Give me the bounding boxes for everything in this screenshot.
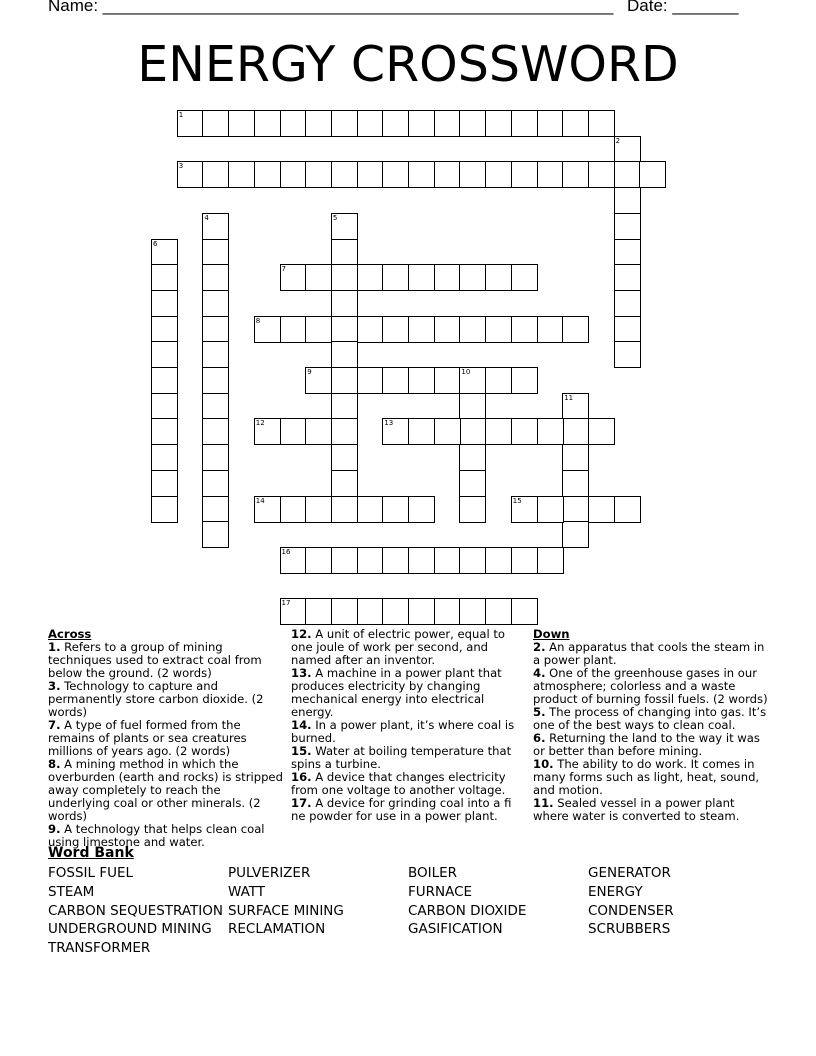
- word-bank-item: RECLAMATION: [228, 921, 326, 938]
- clue-number: 9.: [48, 822, 61, 836]
- grid-cell[interactable]: [254, 418, 281, 445]
- grid-cell[interactable]: [614, 136, 641, 163]
- grid-cell[interactable]: [408, 264, 435, 291]
- grid-cell[interactable]: [331, 110, 358, 137]
- grid-cell[interactable]: [202, 444, 229, 471]
- word-bank-item: UNDERGROUND MINING: [48, 921, 212, 938]
- grid-cell[interactable]: [485, 367, 512, 394]
- grid-cell[interactable]: [485, 418, 512, 445]
- grid-cell[interactable]: [254, 161, 281, 188]
- clue-text: A device for grinding coal into a fi ne powder for use in a power plant.: [291, 796, 512, 823]
- grid-cell[interactable]: [562, 110, 589, 137]
- word-bank: [48, 864, 768, 958]
- word-bank-item: GENERATOR: [588, 865, 671, 881]
- word-bank-item: STEAM: [48, 883, 95, 900]
- grid-cell[interactable]: [434, 316, 461, 343]
- grid-cell[interactable]: [254, 110, 281, 137]
- down-clue: [533, 732, 769, 758]
- clue-number: 16: [281, 547, 291, 556]
- grid-cell[interactable]: [614, 290, 641, 317]
- grid-cell[interactable]: [511, 547, 538, 574]
- across-clues-column-1: [48, 628, 284, 849]
- word-bank-item: CONDENSER: [588, 902, 674, 919]
- grid-cell[interactable]: [511, 264, 538, 291]
- grid-cell[interactable]: [202, 110, 229, 137]
- clue-number: 14.: [291, 718, 312, 732]
- grid-cell[interactable]: [202, 367, 229, 394]
- across-clue: [48, 641, 284, 680]
- grid-cell[interactable]: [280, 598, 307, 625]
- down-clue: [533, 667, 769, 706]
- clue-text: A mining method in which the overburden (earth and rocks) is stripped away completely to reach the underlying coal or other minerals. (2 words): [48, 757, 283, 823]
- clue-number: 1: [178, 111, 184, 119]
- grid-cell[interactable]: [459, 110, 486, 137]
- clue-text: An apparatus that cools the steam in a power plant.: [533, 640, 765, 667]
- word-bank-item: PULVERIZER: [228, 865, 311, 881]
- clue-number: 1.: [48, 640, 61, 654]
- grid-cell[interactable]: [331, 264, 358, 291]
- grid-cell[interactable]: [459, 496, 486, 523]
- clue-number: 4: [204, 213, 209, 222]
- down-clue: [533, 758, 769, 797]
- clue-number: 8: [255, 316, 261, 325]
- grid-cell[interactable]: [331, 547, 358, 574]
- grid-cell[interactable]: [459, 264, 486, 291]
- grid-cell[interactable]: [305, 367, 332, 394]
- grid-cell[interactable]: [562, 444, 589, 471]
- grid-cell[interactable]: [151, 290, 178, 317]
- clue-number: 9: [307, 368, 312, 376]
- grid-cell[interactable]: [357, 547, 384, 574]
- grid-cell[interactable]: [357, 110, 384, 137]
- grid-cell[interactable]: [228, 110, 255, 137]
- grid-cell[interactable]: [280, 161, 307, 188]
- grid-cell[interactable]: [382, 161, 409, 188]
- grid-cell[interactable]: [408, 418, 435, 445]
- grid-cell[interactable]: [408, 110, 435, 137]
- grid-cell[interactable]: [305, 418, 332, 445]
- grid-cell[interactable]: [382, 418, 409, 445]
- date-label: Date: _______: [627, 0, 739, 15]
- clue-number: 10.: [533, 757, 554, 771]
- grid-cell[interactable]: [511, 316, 538, 343]
- clue-number: 15.: [291, 744, 312, 758]
- grid-cell[interactable]: [202, 418, 229, 445]
- clue-number: 4.: [533, 666, 546, 680]
- clue-number: 13: [384, 419, 394, 428]
- grid-cell[interactable]: [614, 213, 641, 240]
- grid-cell[interactable]: [331, 367, 358, 394]
- grid-cell[interactable]: [562, 316, 589, 343]
- grid-cell[interactable]: [151, 418, 178, 445]
- grid-cell[interactable]: [511, 110, 538, 137]
- grid-cell[interactable]: [228, 161, 255, 188]
- grid-cell[interactable]: [177, 161, 204, 188]
- clue-number: 11.: [533, 796, 554, 810]
- grid-cell[interactable]: [562, 496, 589, 523]
- grid-cell[interactable]: [434, 598, 461, 625]
- down-clue: [533, 641, 769, 667]
- grid-cell[interactable]: [639, 161, 666, 188]
- grid-cell[interactable]: [459, 547, 486, 574]
- grid-cell[interactable]: [459, 393, 486, 420]
- word-bank-item: SCRUBBERS: [588, 921, 671, 938]
- grid-cell[interactable]: [459, 161, 486, 188]
- grid-cell[interactable]: [331, 341, 358, 368]
- clue-number: 11: [564, 393, 574, 402]
- down-clue: [533, 797, 769, 823]
- grid-cell[interactable]: [434, 264, 461, 291]
- clue-number: 2: [615, 136, 621, 145]
- clue-text: A technology that helps clean coal using limestone and water.: [48, 822, 265, 849]
- grid-cell[interactable]: [331, 470, 358, 497]
- grid-cell[interactable]: [254, 316, 281, 343]
- page-title: ENERGY CROSSWORD: [137, 36, 679, 93]
- grid-cell[interactable]: [151, 393, 178, 420]
- clue-number: 12.: [291, 627, 312, 641]
- grid-cell[interactable]: [151, 316, 178, 343]
- across-heading: Across: [48, 627, 92, 641]
- grid-cell[interactable]: [434, 547, 461, 574]
- grid-cell[interactable]: [331, 290, 358, 317]
- grid-cell[interactable]: [202, 496, 229, 523]
- grid-cell[interactable]: [588, 496, 615, 523]
- grid-cell[interactable]: [434, 161, 461, 188]
- grid-cell[interactable]: [485, 547, 512, 574]
- clue-text: Water at boiling temperature that spins a turbine.: [291, 744, 512, 771]
- clue-number: 8.: [48, 757, 61, 771]
- grid-cell[interactable]: [614, 316, 641, 343]
- grid-cell[interactable]: [562, 521, 589, 548]
- grid-cell[interactable]: [280, 547, 307, 574]
- grid-cell[interactable]: [280, 316, 307, 343]
- grid-cell[interactable]: [305, 547, 332, 574]
- grid-cell[interactable]: [408, 316, 435, 343]
- clue-number: 5.: [533, 705, 546, 719]
- grid-cell[interactable]: [459, 470, 486, 497]
- clue-number: 6: [153, 239, 158, 248]
- down-clues-column: [533, 628, 769, 823]
- grid-cell[interactable]: [511, 598, 538, 625]
- grid-cell[interactable]: [331, 239, 358, 266]
- grid-cell[interactable]: [202, 521, 229, 548]
- grid-cell[interactable]: [459, 444, 486, 471]
- grid-cell[interactable]: [537, 316, 564, 343]
- grid-cell[interactable]: [202, 264, 229, 291]
- clue-number: 7: [281, 265, 286, 274]
- grid-cell[interactable]: [331, 496, 358, 523]
- across-clue: [291, 667, 519, 719]
- word-bank-item: FOSSIL FUEL: [48, 865, 134, 881]
- across-clue: [291, 719, 519, 745]
- grid-cell[interactable]: [382, 367, 409, 394]
- grid-cell[interactable]: [331, 418, 358, 445]
- grid-cell[interactable]: [151, 239, 178, 266]
- word-bank-item: CARBON DIOXIDE: [408, 902, 527, 919]
- grid-cell[interactable]: [305, 161, 332, 188]
- word-bank-item: GASIFICATION: [408, 921, 503, 938]
- grid-cell[interactable]: [459, 367, 486, 394]
- grid-cell[interactable]: [254, 496, 281, 523]
- grid-cell[interactable]: [614, 161, 641, 188]
- clue-number: 6.: [533, 731, 546, 745]
- grid-cell[interactable]: [408, 547, 435, 574]
- grid-cell[interactable]: [614, 496, 641, 523]
- grid-cell[interactable]: [382, 110, 409, 137]
- clue-number: 7.: [48, 718, 61, 732]
- clue-text: A device that changes electricity from one voltage to another voltage.: [291, 770, 506, 797]
- grid-cell[interactable]: [331, 393, 358, 420]
- grid-cell[interactable]: [280, 110, 307, 137]
- word-bank-item: CARBON SEQUESTRATION: [48, 902, 224, 919]
- grid-cell[interactable]: [305, 598, 332, 625]
- header: [48, 0, 739, 16]
- grid-cell[interactable]: [202, 213, 229, 240]
- grid-cell[interactable]: [382, 316, 409, 343]
- grid-cell[interactable]: [562, 393, 589, 420]
- grid-cell[interactable]: [151, 470, 178, 497]
- grid-cell[interactable]: [305, 316, 332, 343]
- grid-cell[interactable]: [202, 470, 229, 497]
- grid-cell[interactable]: [459, 316, 486, 343]
- grid-cell[interactable]: [614, 341, 641, 368]
- grid-cell[interactable]: [434, 418, 461, 445]
- grid-cell[interactable]: [280, 496, 307, 523]
- clue-number: 16.: [291, 770, 312, 784]
- word-bank-item: TRANSFORMER: [48, 940, 151, 957]
- grid-cell[interactable]: [434, 110, 461, 137]
- clue-number: 17.: [291, 796, 312, 810]
- grid-cell[interactable]: [202, 290, 229, 317]
- grid-cell[interactable]: [382, 264, 409, 291]
- grid-cell[interactable]: [357, 161, 384, 188]
- grid-cell[interactable]: [280, 418, 307, 445]
- grid-cell[interactable]: [305, 496, 332, 523]
- grid-cell[interactable]: [485, 110, 512, 137]
- grid-cell[interactable]: [202, 341, 229, 368]
- grid-cell[interactable]: [562, 161, 589, 188]
- clue-number: 17: [281, 599, 291, 608]
- grid-cell[interactable]: [382, 496, 409, 523]
- across-clues-column-2: [291, 628, 519, 823]
- grid-cell[interactable]: [537, 547, 564, 574]
- clue-text: One of the greenhouse gases in our atmosphere; colorless and a waste product of burning fossil fuels. (2 words): [533, 666, 768, 706]
- grid-cell[interactable]: [331, 598, 358, 625]
- across-clue: [291, 628, 519, 667]
- clue-number: 15: [512, 496, 522, 505]
- clue-number: 13.: [291, 666, 312, 680]
- grid-cell[interactable]: [408, 161, 435, 188]
- grid-cell[interactable]: [177, 110, 204, 137]
- grid-cell[interactable]: [485, 161, 512, 188]
- grid-cell[interactable]: [562, 418, 589, 445]
- clue-number: 3.: [48, 679, 61, 693]
- grid-cell[interactable]: [537, 418, 564, 445]
- clue-text: The process of changing into gas. It’s one of the best ways to clean coal.: [533, 705, 767, 732]
- grid-cell[interactable]: [331, 444, 358, 471]
- grid-cell[interactable]: [485, 316, 512, 343]
- grid-cell[interactable]: [202, 239, 229, 266]
- grid-cell[interactable]: [280, 264, 307, 291]
- clue-number: 3: [178, 162, 184, 171]
- grid-cell[interactable]: [537, 110, 564, 137]
- word-bank-title: Word Bank: [48, 845, 134, 861]
- grid-cell[interactable]: [511, 496, 538, 523]
- grid-cell[interactable]: [331, 161, 358, 188]
- grid-cell[interactable]: [151, 367, 178, 394]
- grid-cell[interactable]: [459, 418, 486, 445]
- grid-cell[interactable]: [614, 187, 641, 214]
- grid-cell[interactable]: [331, 213, 358, 240]
- grid-cell[interactable]: [202, 316, 229, 343]
- grid-cell[interactable]: [357, 598, 384, 625]
- down-heading: Down: [533, 627, 570, 641]
- grid-cell[interactable]: [151, 444, 178, 471]
- grid-cell[interactable]: [588, 110, 615, 137]
- clue-text: Sealed vessel in a power plant where water is converted to steam.: [533, 796, 740, 823]
- grid-cell[interactable]: [511, 161, 538, 188]
- clue-text: In a power plant, it’s where coal is burned.: [291, 718, 515, 745]
- clue-number: 10: [461, 368, 471, 376]
- grid-cell[interactable]: [408, 496, 435, 523]
- grid-cell[interactable]: [459, 598, 486, 625]
- clue-text: Technology to capture and permanently store carbon dioxide. (2 words): [48, 679, 264, 719]
- grid-cell[interactable]: [537, 496, 564, 523]
- grid-cell[interactable]: [614, 264, 641, 291]
- word-bank-item: SURFACE MINING: [228, 902, 344, 919]
- across-clue: [48, 758, 284, 823]
- word-bank-item: WATT: [228, 883, 266, 900]
- grid-cell[interactable]: [408, 367, 435, 394]
- clue-text: The ability to do work. It comes in many forms such as light, heat, sound, and motion.: [533, 757, 760, 797]
- clue-text: Returning the land to the way it was or better than before mining.: [533, 731, 760, 758]
- grid-cell[interactable]: [151, 264, 178, 291]
- grid-cell[interactable]: [485, 598, 512, 625]
- grid-cell[interactable]: [434, 367, 461, 394]
- grid-cell[interactable]: [331, 316, 358, 343]
- grid-cell[interactable]: [511, 367, 538, 394]
- clue-number: 5: [332, 213, 338, 222]
- clue-number: 12: [255, 419, 265, 428]
- across-clue: [291, 797, 519, 823]
- grid-cell[interactable]: [305, 264, 332, 291]
- grid-cell[interactable]: [202, 161, 229, 188]
- grid-cell[interactable]: [382, 598, 409, 625]
- name-label: Name: ______________________________________________________: [48, 0, 614, 15]
- clue-number: 2.: [533, 640, 546, 654]
- grid-cell[interactable]: [408, 598, 435, 625]
- across-clue: [48, 719, 284, 758]
- clue-text: A type of fuel formed from the remains of plants or sea creatures millions of years ago. (2 words): [48, 718, 247, 758]
- grid-cell[interactable]: [588, 161, 615, 188]
- grid-cell[interactable]: [357, 367, 384, 394]
- grid-cell[interactable]: [485, 264, 512, 291]
- grid-cell[interactable]: [588, 418, 615, 445]
- clue-number: 14: [255, 496, 265, 505]
- across-clue: [291, 771, 519, 797]
- word-bank-item: FURNACE: [408, 883, 473, 900]
- clue-text: A unit of electric power, equal to one joule of work per second, and named after an inventor.: [291, 627, 506, 667]
- grid-cell[interactable]: [202, 393, 229, 420]
- clue-text: A machine in a power plant that produces electricity by changing mechanical energy into electrical energy.: [291, 666, 502, 719]
- grid-cell[interactable]: [511, 418, 538, 445]
- grid-cell[interactable]: [562, 470, 589, 497]
- across-clue: [291, 745, 519, 771]
- grid-cell[interactable]: [151, 341, 178, 368]
- grid-cell[interactable]: [537, 161, 564, 188]
- grid-cell[interactable]: [151, 496, 178, 523]
- down-clue: [533, 706, 769, 732]
- word-bank-item: ENERGY: [588, 883, 643, 900]
- word-bank-item: BOILER: [408, 865, 458, 881]
- grid-cell[interactable]: [614, 239, 641, 266]
- grid-cell[interactable]: [357, 264, 384, 291]
- clue-text: Refers to a group of mining techniques used to extract coal from below the ground. (2 words): [48, 640, 262, 680]
- grid-cell[interactable]: [382, 547, 409, 574]
- across-clue: [48, 680, 284, 719]
- grid-cell[interactable]: [357, 316, 384, 343]
- grid-cell[interactable]: [357, 496, 384, 523]
- grid-cell[interactable]: [305, 110, 332, 137]
